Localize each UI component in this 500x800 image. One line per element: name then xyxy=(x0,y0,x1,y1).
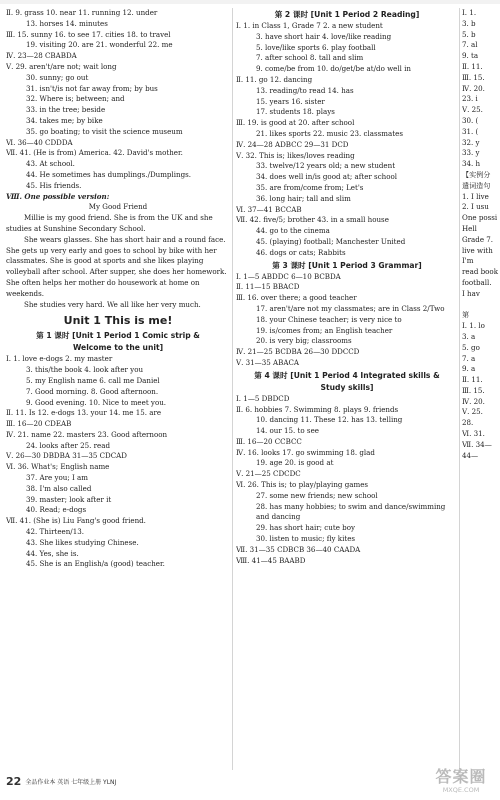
answer-line: Ⅶ. 41. (He is from) America. 42. David's mother. xyxy=(6,148,183,158)
answer-line: 36. long hair; tall and slim xyxy=(256,193,351,203)
answer-line: 1. I live xyxy=(462,191,489,201)
section-heading: Unit 1 This is me! xyxy=(63,314,173,328)
answer-line: Ⅶ. 41. (She is) Liu Fang's good friend. xyxy=(6,516,146,526)
answer-line: 13. horses 14. minutes xyxy=(26,18,108,28)
section-heading: 第 1 课时 [Unit 1 Period 1 Comic strip & xyxy=(36,331,200,341)
answer-line: Ⅵ. 26. This is; to play/playing games xyxy=(236,480,369,490)
answer-line: live with xyxy=(462,245,493,255)
answer-line: 7. a xyxy=(462,353,476,363)
answer-line: 3. b xyxy=(462,18,476,28)
left-column xyxy=(6,8,230,570)
answer-line: Ⅲ. 16—20 CCBCC xyxy=(236,436,302,446)
answer-line: Ⅱ. 11. xyxy=(462,375,483,385)
answer-line: Ⅳ. 21. name 22. masters 23. Good afternoon xyxy=(6,429,168,439)
section-heading: Welcome to the unit] xyxy=(72,343,164,353)
answer-line: Ⅶ. 42. five/5; brother 43. in a small house xyxy=(236,215,389,225)
answer-line: 34. does well in/is good at; after school xyxy=(256,172,398,182)
answer-line: 39. master; look after it xyxy=(26,494,112,504)
answer-line: Ⅴ. 29. aren't/are not; wait long xyxy=(6,61,117,71)
answer-line: 23. i xyxy=(462,94,478,104)
answer-line: 20. is very big; classrooms xyxy=(256,336,352,346)
footer-text: 全品作业本 英语 七年级上册 YLNJ xyxy=(25,778,117,786)
answer-line: 5. love/like sports 6. play football xyxy=(256,42,376,52)
answer-line: Ⅲ. 15. xyxy=(462,385,485,395)
answer-line: 19. visiting 20. are 21. wonderful 22. me xyxy=(26,40,173,50)
answer-line: 45. (playing) football; Manchester United xyxy=(256,236,406,246)
answer-line: Ⅵ. 31. xyxy=(462,429,485,439)
answer-line: 【实例分 xyxy=(462,169,491,179)
answer-line: Ⅳ. 21—25 BCDBA 26—30 DDCCD xyxy=(236,347,360,357)
answer-line: 33. twelve/12 years old; a new student xyxy=(256,161,396,171)
top-border xyxy=(0,0,500,4)
answer-line: 19. age 20. is good at xyxy=(256,458,334,468)
answer-line: 33. y xyxy=(462,148,480,158)
answer-line: 30. sunny; go out xyxy=(26,72,89,82)
answer-line: 18. your Chinese teacher; is very nice to xyxy=(256,314,402,324)
answer-line: read book xyxy=(462,267,498,277)
section-heading: 第 2 课时 [Unit 1 Period 2 Reading] xyxy=(274,10,420,19)
answer-line: Ⅶ. 31—35 CDBCB 36—40 CAADA xyxy=(236,544,361,554)
answer-line: Ⅳ. 23—28 CBABDA xyxy=(6,51,77,61)
answer-line: 35. are from/come from; Let's xyxy=(256,182,364,192)
answer-line: 7. Good morning. 8. Good afternoon. xyxy=(26,386,159,396)
answer-line: 第 xyxy=(462,310,470,320)
answer-line: Ⅲ. 16. over there; a good teacher xyxy=(236,293,357,303)
answer-line: Ⅲ. 16—20 CDEAB xyxy=(6,419,72,429)
answer-line: She wears glasses. She has short hair and a round face. She gets up very early and goes to school by bike with her classmates. She is good at sports and she likes playing volleyball after school. After supper, she does her homework. She often helps her mother do housework at home on weekends. xyxy=(6,234,227,298)
answer-line: My Good Friend xyxy=(88,202,148,212)
answer-line: 31. ( xyxy=(462,126,479,136)
answer-line: Ⅱ. 11. go 12. dancing xyxy=(236,74,313,84)
answer-line: Ⅶ. 34— xyxy=(462,439,492,449)
answer-line: Ⅱ. 11. xyxy=(462,61,483,71)
answer-line: Ⅱ. 6. hobbies 7. Swimming 8. plays 9. friends xyxy=(236,404,399,414)
answer-line: Ⅵ. 36—40 CDDDA xyxy=(6,137,73,147)
answer-line: 32. Where is; between; and xyxy=(26,94,125,104)
answer-line: Ⅲ. 15. xyxy=(462,72,485,82)
answer-line: Ⅱ. 11—15 BBACD xyxy=(236,282,300,292)
answer-line: 13. reading/to read 14. has xyxy=(256,85,354,95)
answer-line: She studies very hard. We all like her very much. xyxy=(24,299,201,309)
answer-line: 5. b xyxy=(462,29,476,39)
section-heading: Study skills] xyxy=(320,382,374,392)
answer-line: 44. Yes, she is. xyxy=(26,548,79,558)
answer-line: Ⅳ. 24—28 ADBCC 29—31 DCD xyxy=(236,139,349,149)
answer-line: 32. y xyxy=(462,137,480,147)
answer-line: and dancing xyxy=(256,512,301,522)
answer-line: Ⅳ. 16. looks 17. go swimming 18. glad xyxy=(236,447,375,457)
answer-line: 19. is/comes from; an English teacher xyxy=(256,325,393,335)
answer-line: 2. I usu xyxy=(462,202,489,212)
answer-line: 30. ( xyxy=(462,115,479,125)
answer-line: Ⅳ. 20. xyxy=(462,83,485,93)
answer-line: 3. a xyxy=(462,331,476,341)
answer-line: 3. this/the book 4. look after you xyxy=(26,365,144,375)
answer-line: 17. students 18. plays xyxy=(256,107,335,117)
answer-line: Ⅲ. 19. is good at 20. after school xyxy=(236,118,355,128)
answer-line: Ⅴ. 25. xyxy=(462,407,483,417)
answer-line: Ⅰ. 1—5 DBDCD xyxy=(236,393,290,403)
answer-line: 34. takes me; by bike xyxy=(26,115,103,125)
section-heading: 第 4 课时 [Unit 1 Period 4 Integrated skills & xyxy=(254,370,440,380)
answer-line: Ⅴ. 25. xyxy=(462,105,483,115)
answer-line: 9. come/be from 10. do/get/be at/do well in xyxy=(256,64,411,74)
column-divider xyxy=(459,8,460,770)
answer-line: 40. Read; e-dogs xyxy=(26,505,87,515)
answer-line: 3. have short hair 4. love/like reading xyxy=(256,31,392,41)
answer-line: Ⅵ. 36. What's; English name xyxy=(6,462,110,472)
answer-line: 9. ta xyxy=(462,51,479,61)
answer-line: 45. She is an English/a (good) teacher. xyxy=(26,559,165,569)
answer-line: 28. xyxy=(462,418,474,428)
answer-line: Ⅱ. 9. grass 10. near 11. running 12. under xyxy=(6,8,158,17)
column-divider xyxy=(232,8,233,770)
answer-line: Ⅱ. 11. Is 12. e-dogs 13. your 14. me 15. are xyxy=(6,408,162,418)
answer-line: 28. has many hobbies; to swim and dance/swimming xyxy=(256,501,446,511)
answer-line: 43. At school. xyxy=(26,159,75,169)
watermark-url: MXQE.COM xyxy=(442,786,480,794)
answer-line: 44. go to the cinema xyxy=(256,226,330,236)
answer-line: 9. Good evening. 10. Nice to meet you. xyxy=(26,397,167,407)
answer-line: Ⅰ. 1. in Class 1, Grade 7 2. a new student xyxy=(236,21,383,30)
answer-line: 7. after school 8. tall and slim xyxy=(256,53,364,63)
answer-line: Ⅰ. 1. love e-dogs 2. my master xyxy=(6,354,113,364)
answer-line: Ⅳ. 20. xyxy=(462,396,485,406)
answer-line: 15. years 16. sister xyxy=(256,96,325,106)
answer-line: 38. I'm also called xyxy=(26,483,92,493)
answer-line: 21. likes sports 22. music 23. classmates xyxy=(256,128,403,138)
answer-line: Millie is my good friend. She is from the UK and she studies at Sunshine Secondary School. xyxy=(6,213,213,233)
answer-line: 37. Are you; I am xyxy=(26,473,89,483)
answer-line: Ⅰ. 1. lo xyxy=(462,321,485,331)
answer-line: Ⅴ. 21—25 CDCDC xyxy=(236,469,301,479)
answer-line: 35. go boating; to visit the science museum xyxy=(26,126,183,136)
answer-line: Ⅴ. 32. This is; likes/loves reading xyxy=(236,150,355,160)
answer-line: Ⅴ. 26—30 DBDBA 31—35 CDCAD xyxy=(6,451,127,461)
answer-line: 44. He sometimes has dumplings./Dumplings. xyxy=(26,169,192,179)
answer-line: Ⅷ. One possible version: xyxy=(6,191,110,201)
answer-line: Hell xyxy=(462,223,477,233)
answer-line: 5. go xyxy=(462,342,480,352)
answer-line: 24. looks after 25. read xyxy=(26,440,110,450)
answer-line: 42. Thirteen/13. xyxy=(26,527,84,537)
watermark-logo: 答案圈 xyxy=(435,767,487,786)
right-column-cropped xyxy=(462,8,500,461)
answer-line: Grade 7. xyxy=(462,234,494,244)
answer-line: I hav xyxy=(462,288,480,298)
answer-line: Ⅵ. 37—41 BCCAB xyxy=(236,204,302,214)
answer-line: Ⅰ. 1. xyxy=(462,8,477,17)
answer-line: 7. al xyxy=(462,40,478,50)
answer-line: 遣词造句 xyxy=(462,180,491,190)
answer-line: 34. h xyxy=(462,159,481,169)
answer-line: One possi xyxy=(462,213,498,223)
answer-line: 14. our 15. to see xyxy=(256,426,319,436)
answer-line: Ⅷ. 41—45 BAABD xyxy=(236,555,306,565)
answer-line: 45. His friends. xyxy=(26,180,82,190)
answer-line xyxy=(462,300,500,311)
answer-line: 10. dancing 11. These 12. has 13. telling xyxy=(256,415,403,425)
answer-line: 29. has short hair; cute boy xyxy=(256,523,355,533)
answer-line: 27. some new friends; new school xyxy=(256,490,378,500)
answer-line: Ⅴ. 31—35 ABACA xyxy=(236,357,300,367)
page-footer xyxy=(6,774,256,788)
answer-line: I'm xyxy=(462,256,474,266)
answer-line: 43. She likes studying Chinese. xyxy=(26,537,139,547)
section-heading: 第 3 课时 [Unit 1 Period 3 Grammar] xyxy=(272,260,422,270)
answer-line: 44— xyxy=(462,450,479,460)
answer-line: 30. listen to music; fly kites xyxy=(256,534,356,544)
answer-line: 33. in the tree; beside xyxy=(26,105,106,115)
answer-line: 17. aren't/are not my classmates; are in Class 2/Two xyxy=(256,303,445,313)
answer-line: Ⅲ. 15. sunny 16. to see 17. cities 18. to travel xyxy=(6,29,171,39)
page-number: 22 xyxy=(6,774,22,788)
answer-line: 31. isn't/is not far away from; by bus xyxy=(26,83,158,93)
middle-column xyxy=(236,8,458,566)
answer-line: 46. dogs or cats; Rabbits xyxy=(256,247,346,257)
watermark xyxy=(426,768,496,796)
answer-line: 9. a xyxy=(462,364,476,374)
answer-line: football. xyxy=(462,277,492,287)
answer-line: 5. my English name 6. call me Daniel xyxy=(26,375,160,385)
answer-line: Ⅰ. 1—5 ABDDC 6—10 BCBDA xyxy=(236,271,341,281)
